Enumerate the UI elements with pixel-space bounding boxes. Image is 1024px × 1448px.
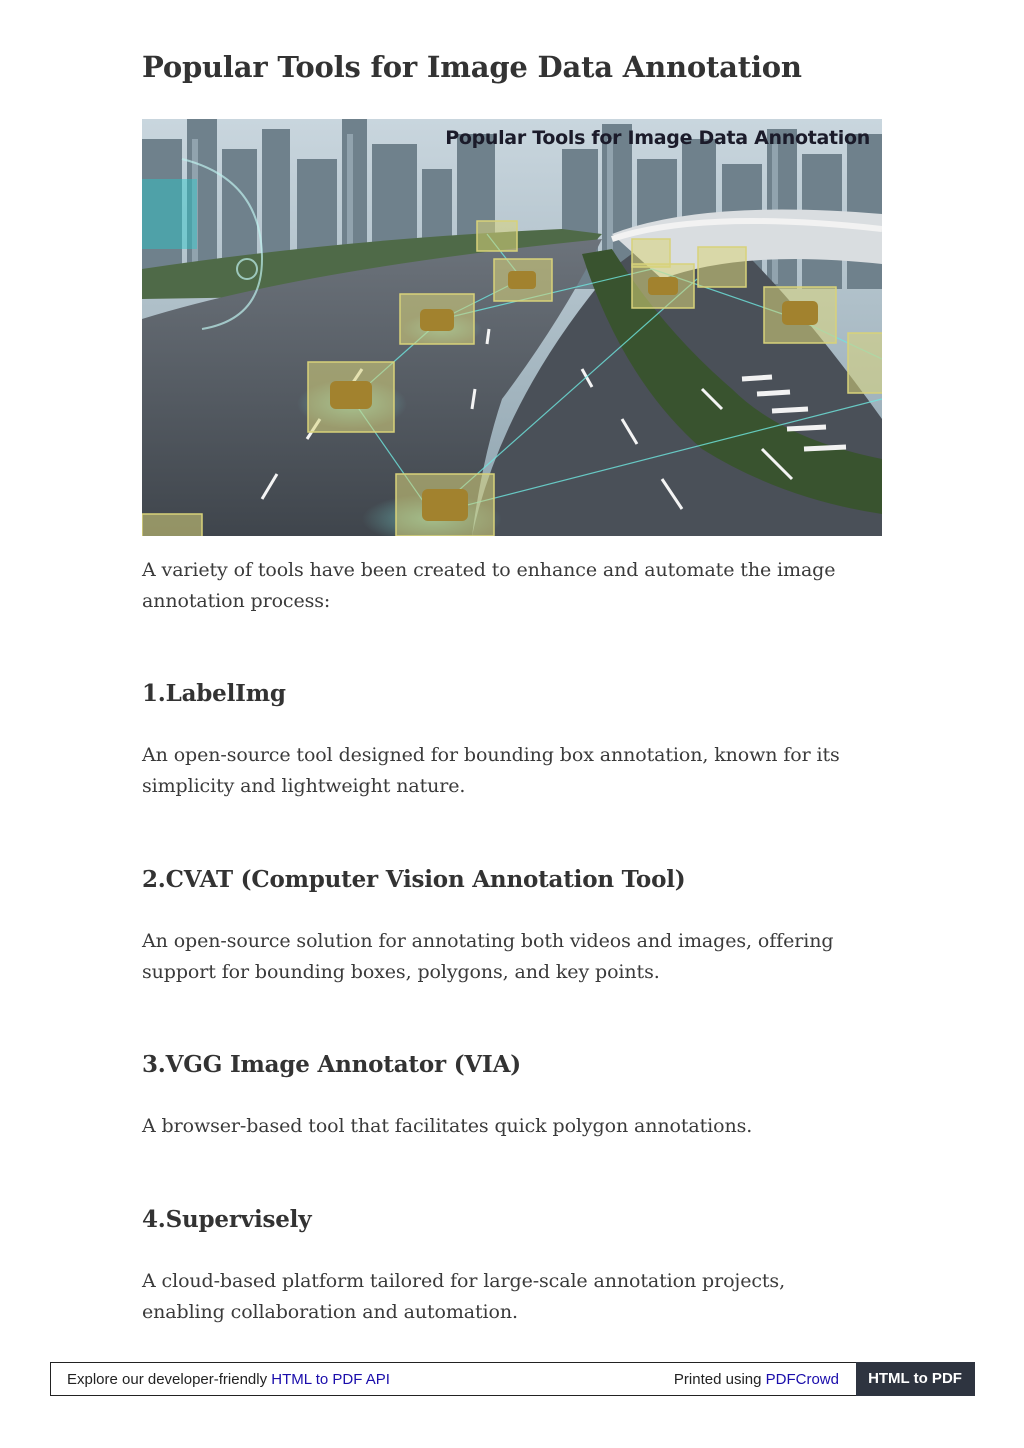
- tool-description-labelimg: An open-source tool designed for bounding box annotation, known for its simplicity and lightweight nature.: [142, 744, 840, 797]
- intro-paragraph: A variety of tools have been created to enhance and automate the image annotation process:: [142, 559, 836, 612]
- hero-overlay-text: Popular Tools for Image Data Annotation: [445, 127, 870, 149]
- tool-heading-via: 3.VGG Image Annotator (VIA): [142, 1051, 521, 1078]
- tool-description-cvat: An open-source solution for annotating both videos and images, offering support for bounding boxes, polygons, and key points.: [142, 930, 834, 983]
- pdfcrowd-link[interactable]: PDFCrowd: [765, 1371, 839, 1388]
- footer-right-text: Printed using: [673, 1371, 762, 1388]
- tool-heading-cvat: 2.CVAT (Computer Vision Annotation Tool): [142, 866, 686, 893]
- html-to-pdf-api-link[interactable]: HTML to PDF API: [271, 1371, 390, 1388]
- footer-left-text: Explore our developer-friendly: [67, 1371, 268, 1388]
- hero-image: [142, 119, 882, 536]
- footer-left: [67, 1371, 390, 1388]
- tool-heading-labelimg: 1.LabelImg: [142, 680, 286, 707]
- tool-description-via: A browser-based tool that facilitates quick polygon annotations.: [142, 1115, 753, 1137]
- page-title: Popular Tools for Image Data Annotation: [142, 50, 802, 84]
- footer-right: [674, 1371, 839, 1388]
- tool-description-supervisely: A cloud-based platform tailored for large-scale annotation projects, enabling collaboration and automation.: [142, 1270, 786, 1323]
- pdf-footer-banner: [50, 1362, 974, 1396]
- highway-illustration: [142, 119, 882, 536]
- tool-heading-supervisely: 4.Supervisely: [142, 1206, 312, 1233]
- html-to-pdf-badge[interactable]: HTML to PDF: [856, 1362, 975, 1396]
